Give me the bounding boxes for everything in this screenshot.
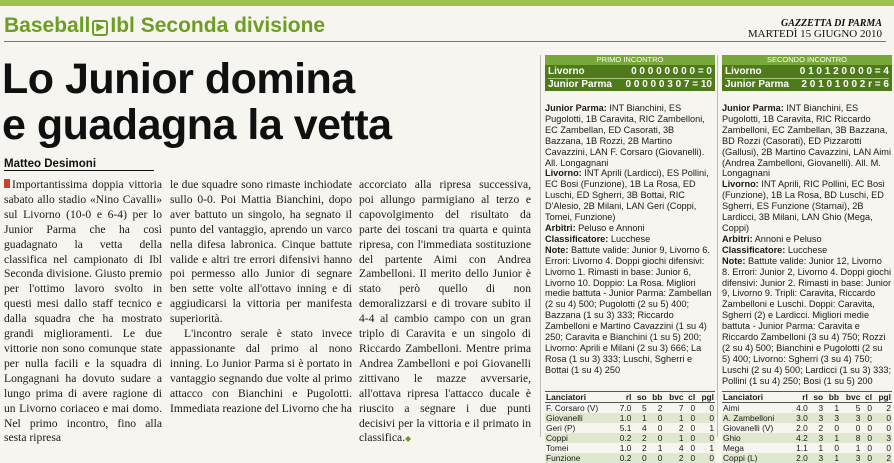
note-paragraph bbox=[545, 103, 715, 168]
scoreboard-row bbox=[548, 66, 712, 78]
table-cell: 3 bbox=[809, 413, 824, 423]
article-headline bbox=[2, 56, 532, 148]
column-header: so bbox=[632, 392, 647, 403]
table-cell: 0 bbox=[861, 413, 873, 423]
column-header: pgl bbox=[873, 392, 892, 403]
table-cell: 1 bbox=[709, 443, 714, 453]
table-cell: 1 bbox=[632, 413, 647, 423]
table-cell: 3 bbox=[809, 433, 824, 443]
column-2-paragraph-2: L'incontro serale è stato invece appassionante dal primo al nono inning. Lo Junior Parma si è portato in vantaggio segnando due volte al primo attacco con Bianchini e Pugolotti. Immediata reazione del Livorno che ha bbox=[170, 327, 352, 415]
pitcher-name: Coppi (L) bbox=[722, 453, 791, 463]
headline-line-1: Lo Junior domina bbox=[2, 55, 355, 103]
triangle-right-icon: ▶ bbox=[92, 20, 108, 36]
inning-line: 0 1 0 1 2 0 0 0 0 = 4 bbox=[799, 66, 889, 77]
table-cell: 4.0 bbox=[796, 403, 808, 413]
game-2-notes bbox=[722, 91, 892, 386]
article-column-1 bbox=[4, 178, 162, 446]
note-paragraph bbox=[722, 179, 892, 234]
scoreboard-row bbox=[548, 78, 712, 91]
section-label: Baseball bbox=[4, 14, 91, 37]
table-row bbox=[722, 413, 892, 423]
note-label: Livorno: bbox=[545, 168, 582, 179]
note-text: INT Bianchini, ES Pugolotti, 1B Caravita, RIC Zambelloni, EC Zambellan, ED Casorati, 3B Bazzana, 1B Rozzi, 2B Martino Cavazzini, LAN F. Corsaro (Giovanelli). All. Longagnani bbox=[545, 103, 705, 168]
table-cell: 0 bbox=[886, 423, 891, 433]
note-paragraph bbox=[545, 234, 715, 245]
table-cell: 1 bbox=[818, 443, 824, 453]
column-separator bbox=[717, 55, 718, 437]
note-paragraph bbox=[722, 234, 892, 245]
end-mark-icon: ◆ bbox=[405, 434, 412, 444]
column-separator bbox=[540, 55, 541, 437]
table-cell: 1 bbox=[824, 453, 840, 463]
table-cell: 3.0 bbox=[791, 413, 809, 423]
note-text: INT Bianchini, ES Pugolotti, 1B Caravita, RIC Riccardo Zambelloni, EC Zambellan, 3B Bazzana, BD Rozzi (Casorati), ED Pizzarotti (Gallusi), 2B Martino Cavazzini, LAN Aimi (Andrea Zambelloni, Giovanelli). All. M. Longagnani bbox=[722, 103, 891, 179]
table-row bbox=[722, 443, 892, 453]
table-cell: 1 bbox=[657, 443, 663, 453]
column-1-text: Importantissima doppia vittoria sabato allo stadio «Nino Cavalli» sul Livorno (10-0 e 6-4) per lo Junior Parma che ha così guadagnato la vetta della classifica nel campionato di Ibl Seconda divisione. Giusto premio per l'ottimo lavoro svolto in questi mesi dallo staff tecnico e dalla squadra che ha mostrato grandi miglioramenti. Le due vittorie non sono comunque state per nulla facili e la squadra di Longagnani ha dovuto sudare a lungo prima di avere ragione di un Livorno coriaceo e mai domo. Nel primo incontro, fino alla sesta ripresa bbox=[4, 178, 162, 445]
table-cell: 0 bbox=[696, 433, 715, 443]
note-text: INT Aprili, RIC Pollini, EC Bosi (Funzione), 1B La Rosa, BD Luschi, ED Sgherri, ES Funzione (Starnai), 2B Lardicci, 3B Milani, LAN Ghio (Mega, Coppi) bbox=[722, 179, 885, 233]
table-cell: 1 bbox=[663, 413, 684, 423]
note-text: Lucchese bbox=[608, 233, 651, 244]
table-cell: 1.0 bbox=[615, 413, 633, 423]
game-1-notes bbox=[545, 91, 715, 380]
top-color-band bbox=[0, 0, 894, 6]
publication-date: MARTEDÌ 15 GIUGNO 2010 bbox=[747, 28, 882, 40]
table-cell: 0 bbox=[873, 413, 892, 423]
table-cell: 1 bbox=[855, 443, 861, 453]
table-cell: 1.0 bbox=[619, 443, 632, 453]
table-cell: 0.2 bbox=[615, 453, 633, 463]
column-3-text: accorciato alla ripresa successiva, poi allungo parmigiano al terzo e capovolgimento del risultato da parte dei toscani tra quarta e quinta ripresa, con l'immediata sostituzione del partente Aimi con Andrea Zambelloni. Il merito dello Junior è stato però quello di non demoralizzarsi e di trovare subito il 4-4 al cambio campo con un gran triplo di Caravita e un singolo di Riccardo Zambelloni. Mentre prima Andrea Zambelloni e poi Giovanelli zittivano le mazze avversarie, all'ottava ripresa l'attacco ducale è riuscito a segnare i due punti decisivi per la vittoria e il primato in classifica. bbox=[359, 178, 531, 445]
column-header: Lanciatori bbox=[545, 392, 615, 403]
table-cell: 3 bbox=[840, 413, 861, 423]
column-header: Lanciatori bbox=[722, 392, 791, 403]
table-cell: 5 bbox=[641, 403, 647, 413]
game-2-scoreboard bbox=[722, 65, 892, 91]
pitcher-name: Tomei bbox=[546, 443, 569, 453]
table-cell: 3 bbox=[873, 433, 892, 443]
scoreboard-row bbox=[725, 78, 889, 91]
pitcher-name: Geri (P) bbox=[546, 423, 576, 433]
inning-line: 2 0 1 0 1 0 0 2 r = 6 bbox=[801, 78, 889, 90]
note-paragraph bbox=[545, 245, 715, 376]
table-cell: 0 bbox=[855, 423, 861, 433]
table-cell: 0 bbox=[685, 453, 697, 463]
table-cell: 1 bbox=[663, 433, 684, 443]
note-text: Battute valide: Junior 12, Livorno 8. Errori: Junior 2, Livorno 4. Doppi giochi difensivi: Junior 2. Rimasti in base: Junior 9, Livorno 9. Tripli: Caravita, Riccardo Zambelloni e Luschi. Doppi: Caravita, Sgherri (2) e Lardicci. Migliori medie battuta - Junior Parma: Caravita e Riccardo Zambelloni (3 su 4) 750; Rozzi (2 su 4) 500; Bianchini e Pugolotti (2 su 5) 400; Livorno: Sgherri (3 su 4) 750; Luschi (2 su 4) 500; Lardicci (1 su 3) 333; Pollini (1 su 4) 250; Bosi (1 su 5) 200 bbox=[722, 255, 892, 386]
game-2-pitchers-table bbox=[722, 391, 892, 463]
note-text: Battute valide: Junior 9, Livorno 6. Errori: Livorno 4. Doppi giochi difensivi: Livorno 1. Rimasti in base: Junior 6, Livorno 10. Doppio: La Rosa. Migliori medie battuta - Junior Parma: Zambellan (2 su 4) 500; Pugolotti (2 su 5) 400; Bazzana (1 su 3) 333; Riccardo Zambelloni e Martino Cavazzini (1 su 4) 250; Caravita e Bianchini (1 su 5) 200; Livorno: Aprili e Milani (2 su 3) 666; La Rosa (1 su 3) 333; Luschi, Sgherri e Bottai (1 su 4) 250 bbox=[545, 244, 712, 375]
team-name: Junior Parma bbox=[548, 78, 612, 90]
note-label: Classificatore: bbox=[722, 244, 786, 255]
note-label: Livorno: bbox=[722, 179, 759, 190]
table-cell: 2.0 bbox=[791, 453, 809, 463]
note-label: Classificatore: bbox=[545, 233, 609, 244]
inning-line: 0 0 0 0 0 0 0 0 = 0 bbox=[631, 66, 712, 77]
table-cell: 4 bbox=[678, 443, 684, 453]
table-cell: 5.1 bbox=[619, 423, 632, 433]
note-label: Note: bbox=[545, 244, 569, 255]
table-cell: 3 bbox=[840, 453, 861, 463]
byline: Matteo Desimoni bbox=[4, 158, 154, 171]
note-paragraph bbox=[545, 223, 715, 234]
table-row bbox=[545, 413, 715, 423]
table-cell: 0 bbox=[690, 403, 696, 413]
note-paragraph bbox=[722, 245, 892, 256]
column-header: so bbox=[809, 392, 824, 403]
table-cell: 0 bbox=[648, 453, 664, 463]
table-row bbox=[722, 403, 892, 414]
table-cell: 4 bbox=[641, 423, 647, 433]
pitcher-name: F. Corsaro (V) bbox=[546, 403, 599, 413]
table-cell: 1.1 bbox=[796, 443, 808, 453]
table-row bbox=[545, 433, 715, 443]
table-cell: 1 bbox=[824, 433, 840, 443]
table-cell: 3 bbox=[809, 453, 824, 463]
table-cell: 0 bbox=[685, 433, 697, 443]
table-row bbox=[545, 423, 715, 433]
note-label: Arbitri: bbox=[722, 233, 753, 244]
table-row bbox=[722, 433, 892, 443]
table-cell: 2.0 bbox=[796, 423, 808, 433]
table-row bbox=[545, 443, 715, 453]
header-rule bbox=[4, 41, 886, 42]
game-1-title: PRIMO INCONTRO bbox=[545, 55, 715, 65]
note-paragraph bbox=[545, 168, 715, 223]
note-paragraph bbox=[722, 256, 892, 387]
game-1-scoreboard bbox=[545, 65, 715, 91]
game-2-title: SECONDO INCONTRO bbox=[722, 55, 892, 65]
pitcher-name: Mega bbox=[723, 443, 744, 453]
column-header: pgl bbox=[696, 392, 715, 403]
note-label: Junior Parma: bbox=[722, 103, 784, 113]
pitcher-name: Funzione bbox=[545, 453, 615, 463]
pitcher-name: Aimi bbox=[723, 403, 740, 413]
publication-name: GAZZETTA DI PARMA bbox=[781, 18, 882, 29]
table-cell: 0 bbox=[834, 443, 840, 453]
table-cell: 0 bbox=[861, 453, 873, 463]
table-cell: 2 bbox=[657, 403, 663, 413]
note-text: Peluso e Annoni bbox=[575, 222, 645, 233]
game-2-box bbox=[722, 55, 892, 463]
section-header bbox=[4, 14, 325, 38]
table-cell: 7 bbox=[678, 403, 684, 413]
table-cell: 0 bbox=[867, 443, 873, 453]
table-cell: 4.2 bbox=[791, 433, 809, 443]
column-header: rl bbox=[791, 392, 809, 403]
subsection-label: Ibl Seconda divisione bbox=[110, 14, 326, 37]
note-text: Lucchese bbox=[785, 244, 828, 255]
table-cell: 2 bbox=[641, 443, 647, 453]
pitcher-name: A. Zambelloni bbox=[722, 413, 791, 423]
game-1-box bbox=[545, 55, 715, 463]
table-cell: 0 bbox=[867, 423, 873, 433]
article-column-3 bbox=[359, 178, 531, 447]
table-cell: 0 bbox=[834, 423, 840, 433]
table-cell: 2 bbox=[873, 453, 892, 463]
table-cell: 3 bbox=[818, 403, 824, 413]
table-cell: 0 bbox=[861, 433, 873, 443]
table-cell: 1 bbox=[834, 403, 840, 413]
table-cell: 2 bbox=[678, 423, 684, 433]
paragraph-marker-icon bbox=[4, 179, 10, 188]
column-header: rl bbox=[615, 392, 633, 403]
table-cell: 0 bbox=[690, 443, 696, 453]
table-cell: 8 bbox=[840, 433, 861, 443]
note-label: Arbitri: bbox=[545, 222, 576, 233]
note-label: Note: bbox=[722, 255, 746, 266]
team-name: Livorno bbox=[548, 66, 585, 77]
pitcher-name: Giovanelli (V) bbox=[723, 423, 774, 433]
table-cell: 1 bbox=[709, 423, 714, 433]
pitcher-name: Giovanelli bbox=[545, 413, 615, 423]
column-header: cl bbox=[861, 392, 873, 403]
inning-line: 0 0 0 0 0 3 0 7 = 10 bbox=[625, 78, 712, 90]
pitcher-name: Coppi bbox=[545, 433, 615, 443]
table-row bbox=[722, 453, 892, 463]
scoreboard-row bbox=[725, 66, 889, 78]
table-cell: 2 bbox=[632, 433, 647, 443]
column-header: bb bbox=[824, 392, 840, 403]
table-cell: 0.2 bbox=[615, 433, 633, 443]
table-row bbox=[722, 423, 892, 433]
table-cell: 0 bbox=[648, 433, 664, 443]
table-cell: 0 bbox=[886, 443, 891, 453]
headline-line-2: e guadagna la vetta bbox=[2, 101, 392, 149]
table-cell: 0 bbox=[690, 423, 696, 433]
table-cell: 7.0 bbox=[619, 403, 632, 413]
table-cell: 0 bbox=[685, 413, 697, 423]
column-header: bvc bbox=[840, 392, 861, 403]
column-header: bvc bbox=[663, 392, 684, 403]
table-cell: 0 bbox=[709, 403, 714, 413]
column-2-paragraph-1: le due squadre sono rimaste inchiodate sullo 0-0. Poi Mattia Bianchini, dopo aver battuto un singolo, ha segnato il punto del vantaggio, aprendo un varco nella difesa labronica. Cinque battute valide e altri tre errori difensivi hanno poi permesso allo Junior di segnare ben sette volte all'ottavo inning e di aggiudicarsi la vittoria per manifesta superiorità. bbox=[170, 178, 352, 326]
table-cell: 3 bbox=[824, 413, 840, 423]
table-cell: 0 bbox=[648, 413, 664, 423]
team-name: Junior Parma bbox=[725, 78, 789, 90]
note-text: INT Aprili (Lardicci), ES Pollini, EC Bosi (Funzione), 1B La Rosa, ED Luschi, ED Sgherri, 3B Bottai, RIC D'Alesio, 2B Milani, LAN Geri (Coppi, Tomei, Funzione) bbox=[545, 168, 709, 223]
table-cell: 0 bbox=[657, 423, 663, 433]
table-cell: 2 bbox=[886, 403, 891, 413]
article-column-2 bbox=[170, 178, 352, 417]
pitcher-name: Ghio bbox=[722, 433, 791, 443]
table-header-row bbox=[722, 392, 892, 403]
column-header: bb bbox=[648, 392, 664, 403]
table-header-row bbox=[545, 392, 715, 403]
team-name: Livorno bbox=[725, 66, 762, 77]
note-label: Junior Parma: bbox=[545, 103, 607, 113]
table-cell: 0 bbox=[632, 453, 647, 463]
table-cell: 0 bbox=[696, 453, 715, 463]
table-row bbox=[545, 453, 715, 463]
table-cell: 0 bbox=[867, 403, 873, 413]
table-cell: 2 bbox=[818, 423, 824, 433]
note-paragraph bbox=[722, 103, 892, 179]
table-cell: 2 bbox=[663, 453, 684, 463]
table-row bbox=[545, 403, 715, 414]
table-cell: 0 bbox=[696, 413, 715, 423]
table-cell: 5 bbox=[855, 403, 861, 413]
column-header: cl bbox=[685, 392, 697, 403]
note-text: Annoni e Peluso bbox=[752, 233, 822, 244]
game-1-pitchers-table bbox=[545, 391, 715, 463]
